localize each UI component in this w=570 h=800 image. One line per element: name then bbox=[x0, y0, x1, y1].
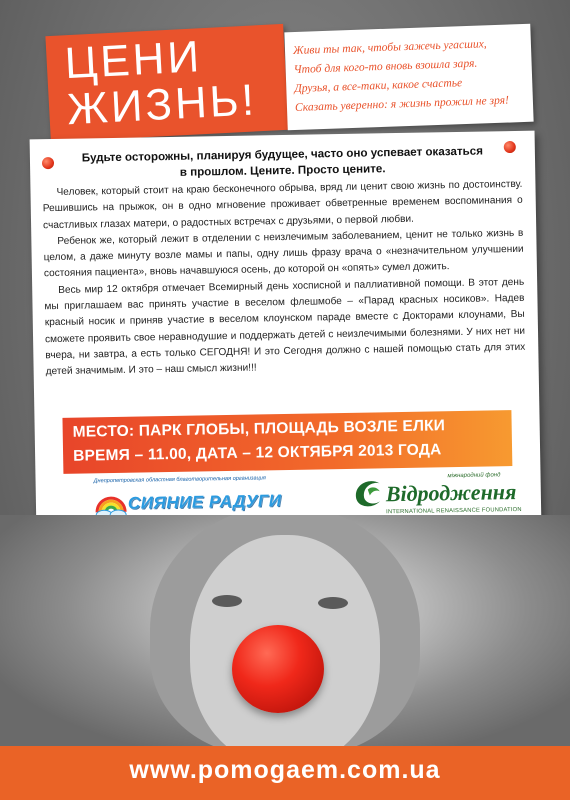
paragraph-1: Человек, который стоит на краю бесконечного обрыва, вряд ли ценит свою жизнь по достоинству. Решившись на прыжок, он в одно мгновение проживает обветренные временем воспоминания о счастливых глазах матери, о радостных встречах с друзьями, о первой любви. bbox=[42, 178, 523, 231]
renaissance-emblem-icon bbox=[352, 475, 387, 510]
pin-right-icon bbox=[504, 141, 516, 153]
logo1-name: СИЯНИЕ РАДУГИ bbox=[127, 491, 282, 513]
logo2-subtitle: INTERNATIONAL RENAISSANCE FOUNDATION bbox=[386, 506, 522, 516]
logo2-name: Відродження bbox=[385, 478, 517, 507]
body-text bbox=[42, 177, 525, 381]
child-photo bbox=[0, 515, 570, 747]
info-card bbox=[30, 131, 542, 535]
pin-left-icon bbox=[42, 157, 54, 169]
paragraph-3: Весь мир 12 октября отмечает Всемирный день хосписной и паллиативной помощи. В этот день мы приглашаем вас принять участие в веселом флешмобе – «Парад красных носиков». Надев красный носик и приняв участие в веселом клоунском параде вместе с Докторами клоунами, Вы сможете проявить свое неравнодушие и поддержать детей с неизлечимыми болезнями. У них нет ни вчера, ни завтра, а есть только СЕГОДНЯ! И это Сегодня должно с нашей помощью стать для этих детей значимым. И это – наш смысл жизни!!! bbox=[44, 276, 526, 378]
paragraph-2: Ребенок же, который лежит в отделении с неизлечимым заболеванием, ценит не только жизнь в целом, а даже минуту возле мамы и папы, одну лишь фразу врача о «незначительном улучшении состояния пациента», вновь начавшуюся осень, до которой он «опять» сумел дожить. bbox=[43, 227, 524, 280]
title-box bbox=[45, 24, 288, 142]
poem-line-1: Живи ты так, чтобы зажечь угасших, bbox=[292, 37, 487, 58]
poem-line-3: Друзья, а все-таки, какое счастье bbox=[294, 76, 463, 96]
banner-time-date: ВРЕМЯ – 11.00, ДАТА – 12 ОКТЯБРЯ 2013 ГОДА bbox=[72, 441, 442, 465]
title-line-2: ЖИЗНЬ! bbox=[65, 75, 258, 135]
footer-bar bbox=[0, 746, 570, 800]
title-line-1: ЦЕНИ bbox=[63, 32, 204, 89]
red-clown-nose bbox=[232, 625, 324, 713]
photo-left-eye bbox=[212, 595, 242, 607]
website-link[interactable]: www.pomogaem.com.ua bbox=[129, 756, 441, 784]
lead-text: Будьте осторожны, планируя будущее, часто оно успевает оказаться в прошлом. Цените. Просто цените. bbox=[81, 144, 484, 179]
poem-box bbox=[284, 24, 533, 131]
photo-right-eye bbox=[318, 597, 348, 609]
event-banner bbox=[62, 410, 512, 474]
logo2-fund-label: міжнародний фонд bbox=[447, 472, 501, 480]
logo1-caption: Днепропетровская областная благотворительная организация bbox=[93, 475, 266, 485]
banner-place: МЕСТО: ПАРК ГЛОБЫ, ПЛОЩАДЬ ВОЗЛЕ ЕЛКИ bbox=[72, 417, 446, 441]
poem-line-4: Сказать уверенно: я жизнь прожил не зря! bbox=[294, 93, 510, 114]
poster-title bbox=[64, 31, 258, 133]
poem-line-2: Чтоб для кого-то вновь взошла заря. bbox=[293, 56, 478, 77]
